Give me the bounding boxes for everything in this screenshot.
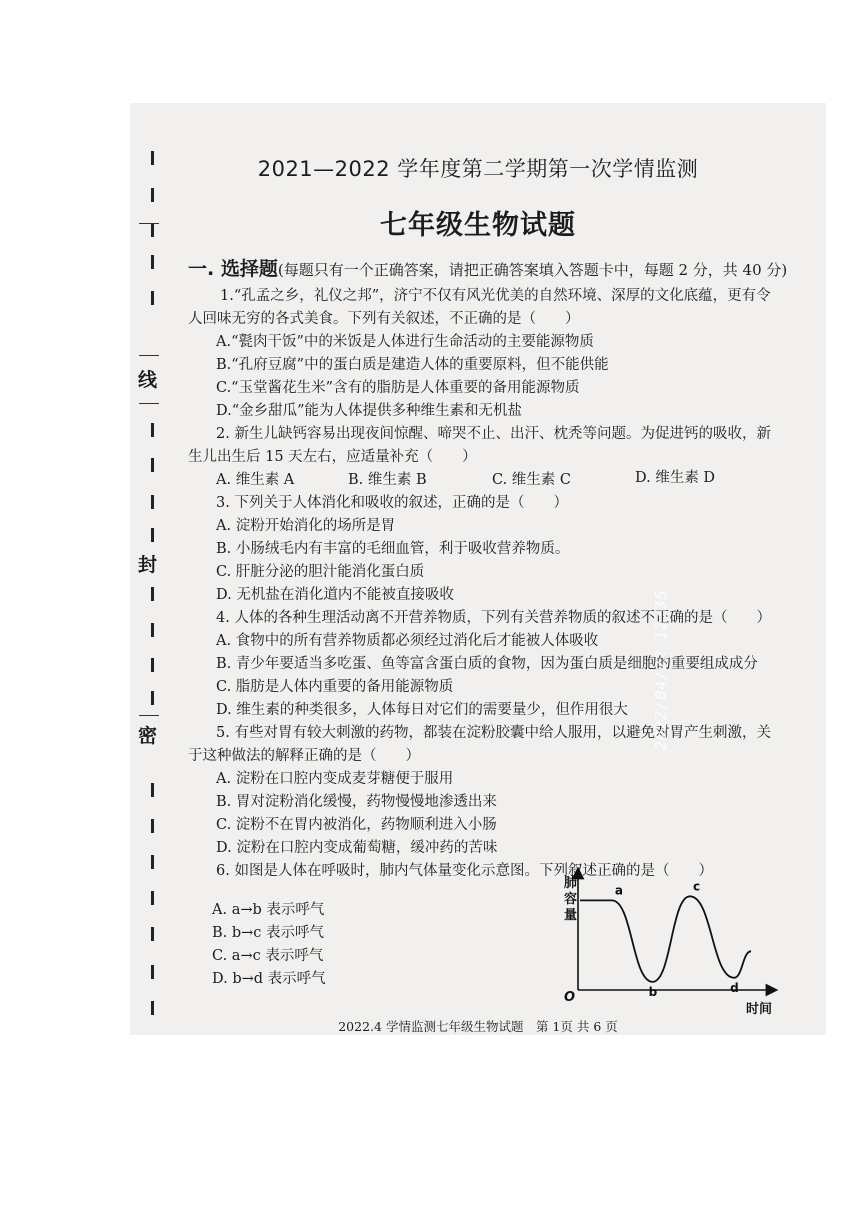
- margin-dash: [151, 965, 154, 979]
- origin-label: O: [564, 990, 576, 1005]
- question-4-stem: 4. 人体的各种生理活动离不开营养物质，下列有关营养物质的叙述不正确的是（ ）: [216, 610, 771, 626]
- question-6-option-a: A. a→b 表示呼气: [212, 902, 325, 918]
- margin-dash: [151, 1001, 154, 1015]
- question-5-stem-line-2: 于这种做法的解释正确的是（ ）: [188, 748, 420, 764]
- question-1-option-a: A.“甏肉干饭”中的米饭是人体进行生命活动的主要能源物质: [216, 334, 594, 350]
- question-5-stem-line-1: 5. 有些对胃有较大刺激的药物，都装在淀粉胶囊中给人服用，以避免对胃产生刺激，关: [216, 725, 771, 741]
- question-1-option-c: C.“玉堂酱花生米”含有的脂肪是人体重要的备用能源物质: [216, 380, 580, 396]
- question-5-option-a: A. 淀粉在口腔内变成麦芽糖便于服用: [216, 771, 454, 787]
- y-axis-label-1: 肺: [564, 876, 578, 891]
- question-2-option-b: B. 维生素 B: [348, 472, 427, 488]
- question-2-option-a: A. 维生素 A: [216, 472, 295, 488]
- margin-line: [139, 403, 159, 404]
- margin-label-seal: 封: [138, 554, 158, 576]
- exam-title: 2021—2022 学年度第二学期第一次学情监测: [257, 157, 699, 181]
- point-label-a: a: [614, 883, 624, 898]
- question-4-option-c: C. 脂肪是人体内重要的备用能源物质: [216, 679, 454, 695]
- lung-volume-curve: [580, 896, 751, 982]
- section-instruction: (每题只有一个正确答案，请把正确答案填入答题卡中，每题 2 分，共 40 分): [277, 261, 788, 279]
- margin-line: [139, 715, 159, 716]
- question-3-option-b: B. 小肠绒毛内有丰富的毛细血管，利于吸收营养物质。: [216, 541, 570, 557]
- margin-dash: [151, 188, 154, 202]
- margin-dash: [151, 783, 154, 797]
- photo-timestamp: 2022/04/22 12:35: [652, 589, 670, 750]
- question-2-option-d: D. 维生素 D: [635, 470, 716, 486]
- margin-label-line: 线: [138, 369, 158, 391]
- question-1-stem-line-2: 人回味无穷的各式美食。下列有关叙述，不正确的是（ ）: [188, 311, 580, 327]
- lung-volume-chart: [562, 867, 792, 1015]
- point-label-c: c: [692, 879, 701, 894]
- margin-dash: [151, 855, 154, 869]
- section-name: 一. 选择题: [188, 258, 278, 280]
- point-label-d: d: [730, 980, 739, 995]
- question-3-option-a: A. 淀粉开始消化的场所是胃: [216, 518, 396, 534]
- question-5-option-b: B. 胃对淀粉消化缓慢，药物慢慢地渗透出来: [216, 794, 497, 810]
- margin-dash: [151, 587, 154, 601]
- question-1-option-d: D.“金乡甜瓜”能为人体提供多种维生素和无机盐: [216, 403, 523, 419]
- question-6-option-b: B. b→c 表示呼气: [212, 925, 325, 941]
- margin-line: [139, 355, 159, 356]
- margin-label-secret: 密: [138, 725, 158, 747]
- x-axis-label: 时间: [746, 1002, 773, 1015]
- margin-dash: [151, 819, 154, 833]
- y-axis-label-3: 量: [564, 908, 578, 923]
- section-heading: [188, 254, 787, 281]
- question-1-option-b: B.“孔府豆腐”中的蛋白质是建造人体的重要原料，但不能供能: [216, 357, 609, 373]
- exam-page: [130, 103, 826, 1035]
- point-label-b: b: [648, 984, 658, 999]
- question-6-option-d: D. b→d 表示呼气: [212, 971, 326, 987]
- margin-dash: [151, 291, 154, 305]
- page-footer: 2022.4 学情监测七年级生物试题 第 1页 共 6 页: [338, 1019, 618, 1034]
- margin-dash: [151, 927, 154, 941]
- question-3-option-d: D. 无机盐在消化道内不能被直接吸收: [216, 587, 454, 603]
- margin-dash: [151, 528, 154, 542]
- margin-dash: [151, 891, 154, 905]
- question-6-option-c: C. a→c 表示呼气: [212, 948, 324, 964]
- question-5-option-c: C. 淀粉不在胃内被消化，药物顺利进入小肠: [216, 817, 497, 833]
- margin-dash: [151, 495, 154, 509]
- margin-dash: [151, 658, 154, 672]
- question-2-stem-line-2: 生儿出生后 15 天左右，应适量补充（ ）: [188, 449, 477, 465]
- margin-dash: [151, 255, 154, 269]
- question-5-option-d: D. 淀粉在口腔内变成葡萄糖，缓冲药的苦味: [216, 840, 498, 856]
- question-6-stem: 6. 如图是人体在呼吸时，肺内气体量变化示意图。下列叙述正确的是（ ）: [216, 863, 713, 879]
- subject-title: 七年级生物试题: [380, 210, 576, 241]
- question-1-stem-line-1: 1.“孔孟之乡，礼仪之邦”，济宁不仅有风光优美的自然环境、深厚的文化底蕴，更有令: [220, 288, 771, 304]
- question-2-stem-line-1: 2. 新生儿缺钙容易出现夜间惊醒、啼哭不止、出汗、枕秃等问题。为促进钙的吸收，新: [216, 426, 771, 442]
- question-2-option-c: C. 维生素 C: [492, 472, 571, 488]
- margin-dash: [151, 423, 154, 437]
- question-4-option-b: B. 青少年要适当多吃蛋、鱼等富含蛋白质的食物，因为蛋白质是细胞的重要组成成分: [216, 656, 758, 672]
- y-axis-label-2: 容: [564, 892, 578, 907]
- question-3-option-c: C. 肝脏分泌的胆汁能消化蛋白质: [216, 564, 425, 580]
- margin-dash: [151, 691, 154, 705]
- question-4-option-d: D. 维生素的种类很多，人体每日对它们的需要量少，但作用很大: [216, 702, 628, 718]
- margin-dash: [151, 458, 154, 472]
- question-4-option-a: A. 食物中的所有营养物质都必须经过消化后才能被人体吸收: [216, 633, 599, 649]
- question-3-stem: 3. 下列关于人体消化和吸收的叙述，正确的是（ ）: [216, 495, 568, 511]
- margin-dash: [151, 623, 154, 637]
